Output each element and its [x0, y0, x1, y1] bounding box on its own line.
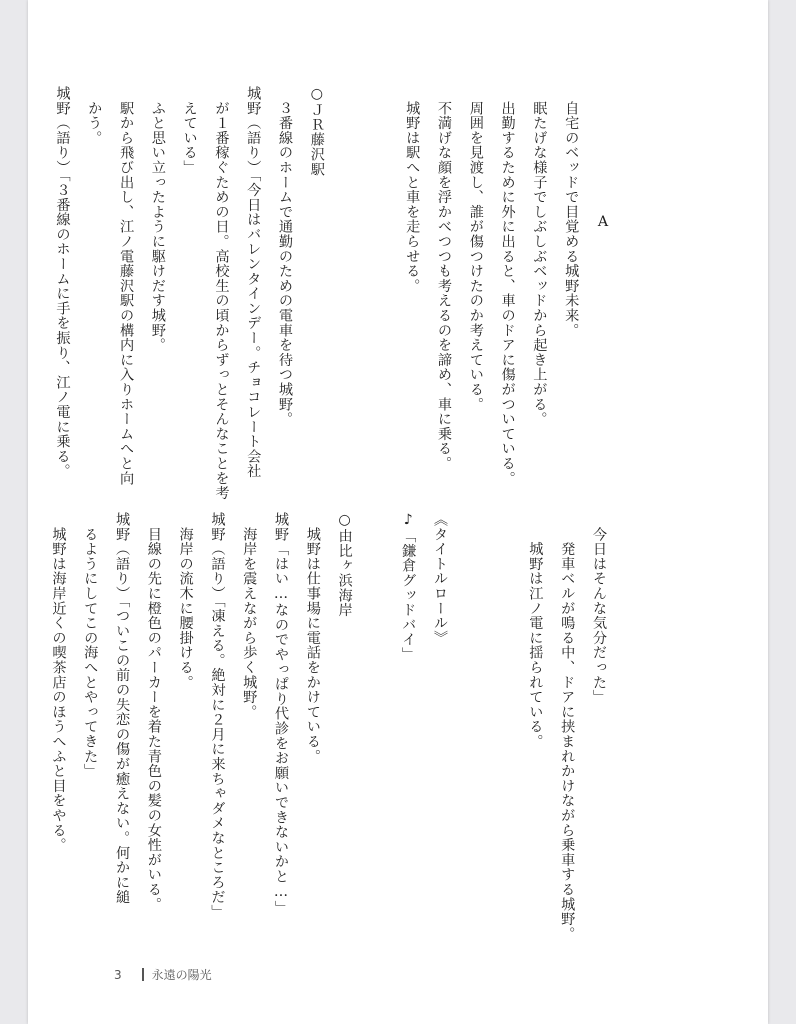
dialogue-line: 城野（語り）「今日はバレンタインデー。チョコレート会社 — [245, 86, 262, 479]
footer-divider — [142, 968, 144, 981]
dialogue-line: えている」 — [181, 86, 198, 175]
scene-heading-a: A — [595, 86, 611, 230]
page-footer — [114, 966, 212, 983]
dialogue-line: 城野（語り）「ついこの前の失恋の傷が癒えない。何かに縋 — [114, 512, 131, 905]
song-title: ♪「鎌倉グッドバイ」 — [400, 512, 417, 662]
blank-line — [332, 86, 364, 486]
stage-direction: ふと思い立ったように駆けだす城野。 — [149, 86, 166, 353]
stage-direction: 自宅のベッドで目覚める城野未来。 — [563, 86, 580, 338]
stage-direction: 海岸の流木に腰掛ける。 — [177, 512, 194, 690]
dialogue-line: 城野（語り）「凍える。絶対に２月に来ちゃダメなところだ」 — [209, 512, 226, 920]
stage-direction: ３番線のホームで通勤のための電車を待つ城野。 — [277, 86, 294, 427]
stage-direction: 城野は駅へと車を走らせる。 — [404, 86, 421, 294]
stage-direction: かう。 — [86, 86, 103, 146]
stage-direction: 海岸を震えながら歩く城野。 — [241, 512, 258, 720]
stage-direction: 目線の先に橙色のパーカーを着た青色の髪の女性がいる。 — [145, 512, 162, 912]
page-number: 3 — [114, 967, 122, 982]
blank-line — [455, 512, 487, 912]
stage-direction: 城野は江ノ電に揺られている。 — [527, 512, 544, 749]
scene-heading-jr-fujisawa: ○ＪＲ藤沢駅 — [308, 86, 325, 177]
stage-direction: 城野は仕事場に電話をかけている。 — [304, 512, 321, 764]
stage-direction: 不満げな顔を浮かべつつも考えるのを諦め、車に乗る。 — [436, 86, 453, 471]
dialogue-line: 今日はそんな気分だった」 — [591, 512, 607, 705]
scene-heading-yuigahama: ○由比ヶ浜海岸 — [336, 512, 353, 618]
stage-direction: 城野は海岸近くの喫茶店のほうへふと目をやる。 — [50, 512, 67, 853]
stage-direction: 駅から飛び出し、江ノ電藤沢駅の構内に入りホームへと向 — [118, 86, 135, 486]
title-roll-heading: 《タイトルロール》 — [432, 512, 449, 646]
blank-line — [360, 512, 392, 912]
dialogue-line: るようにしてこの海へとやってきた」 — [82, 512, 99, 779]
book-title: 永遠の陽光 — [151, 968, 212, 982]
dialogue-line: 城野「はい…なのでやっぱり代診をお願いできないかと…」 — [273, 512, 290, 916]
stage-direction: 発車ベルが鳴る中、ドアに挟まれかけながら乗車する城野。 — [559, 512, 576, 942]
document-page — [28, 0, 768, 1024]
blank-line — [487, 512, 519, 912]
stage-direction: 眠たげな様子でしぶしぶベッドから起き上がる。 — [531, 86, 548, 427]
dialogue-line: 城野（語り）「３番線のホームに手を振り、江ノ電に乗る。 — [54, 86, 71, 479]
script-text-upper — [46, 86, 618, 501]
dialogue-line: が１番稼ぐための日。高校生の頃からずっとそんなことを考 — [213, 86, 230, 501]
script-text-lower — [42, 512, 614, 942]
stage-direction: 出勤するために外に出ると、車のドアに傷がついている。 — [499, 86, 516, 486]
blank-line — [364, 86, 396, 486]
stage-direction: 周囲を見渡し、誰が傷つけたのか考えている。 — [467, 86, 484, 412]
